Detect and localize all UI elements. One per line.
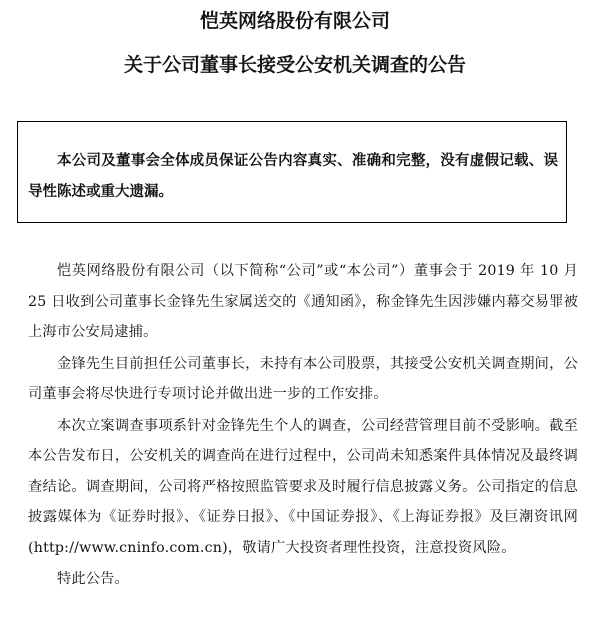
company-name: 恺英网络股份有限公司 xyxy=(199,10,390,32)
paragraph-investigation-notice: 恺英网络股份有限公司（以下简称“公司”或“本公司”）董事会于 2019 年 10 月 25 日收到公司董事长金锋先生家属送交的《通知函》，称金锋先生因涉嫌内幕交易罪被上海市公安局逮捕。 xyxy=(28,263,578,340)
paragraph-closing: 特此公告。 xyxy=(57,571,129,587)
paragraph-chairman-status: 金锋先生目前担任公司董事长，未持有本公司股票，其接受公安机关调查期间，公司董事会将尽快进行专项讨论并做出进一步的工作安排。 xyxy=(28,355,578,402)
announcement-body xyxy=(28,256,578,595)
announcement-title: 关于公司董事长接受公安机关调查的公告 xyxy=(123,54,466,76)
disclaimer-text: 本公司及董事会全体成员保证公告内容真实、准确和完整，没有虚假记载、误导性陈述或重大遗漏。 xyxy=(28,153,558,200)
paragraph-business-impact: 本次立案调查事项系针对金锋先生个人的调查，公司经营管理目前不受影响。截至本公告发布日，公安机关的调查尚在进行过程中，公司尚未知悉案件具体情况及最终调查结论。调查期间，公司将严格按照监管要求及时履行信息披露义务。公司指定的信息披露媒体为《证券时报》、《证券日报》、《中国证券报》、《上海证券报》及巨潮资讯网(http://www.cninfo.com.cn)，敬请广大投资者理性投资，注意投资风险。 xyxy=(28,417,578,556)
disclaimer-box xyxy=(17,121,567,223)
